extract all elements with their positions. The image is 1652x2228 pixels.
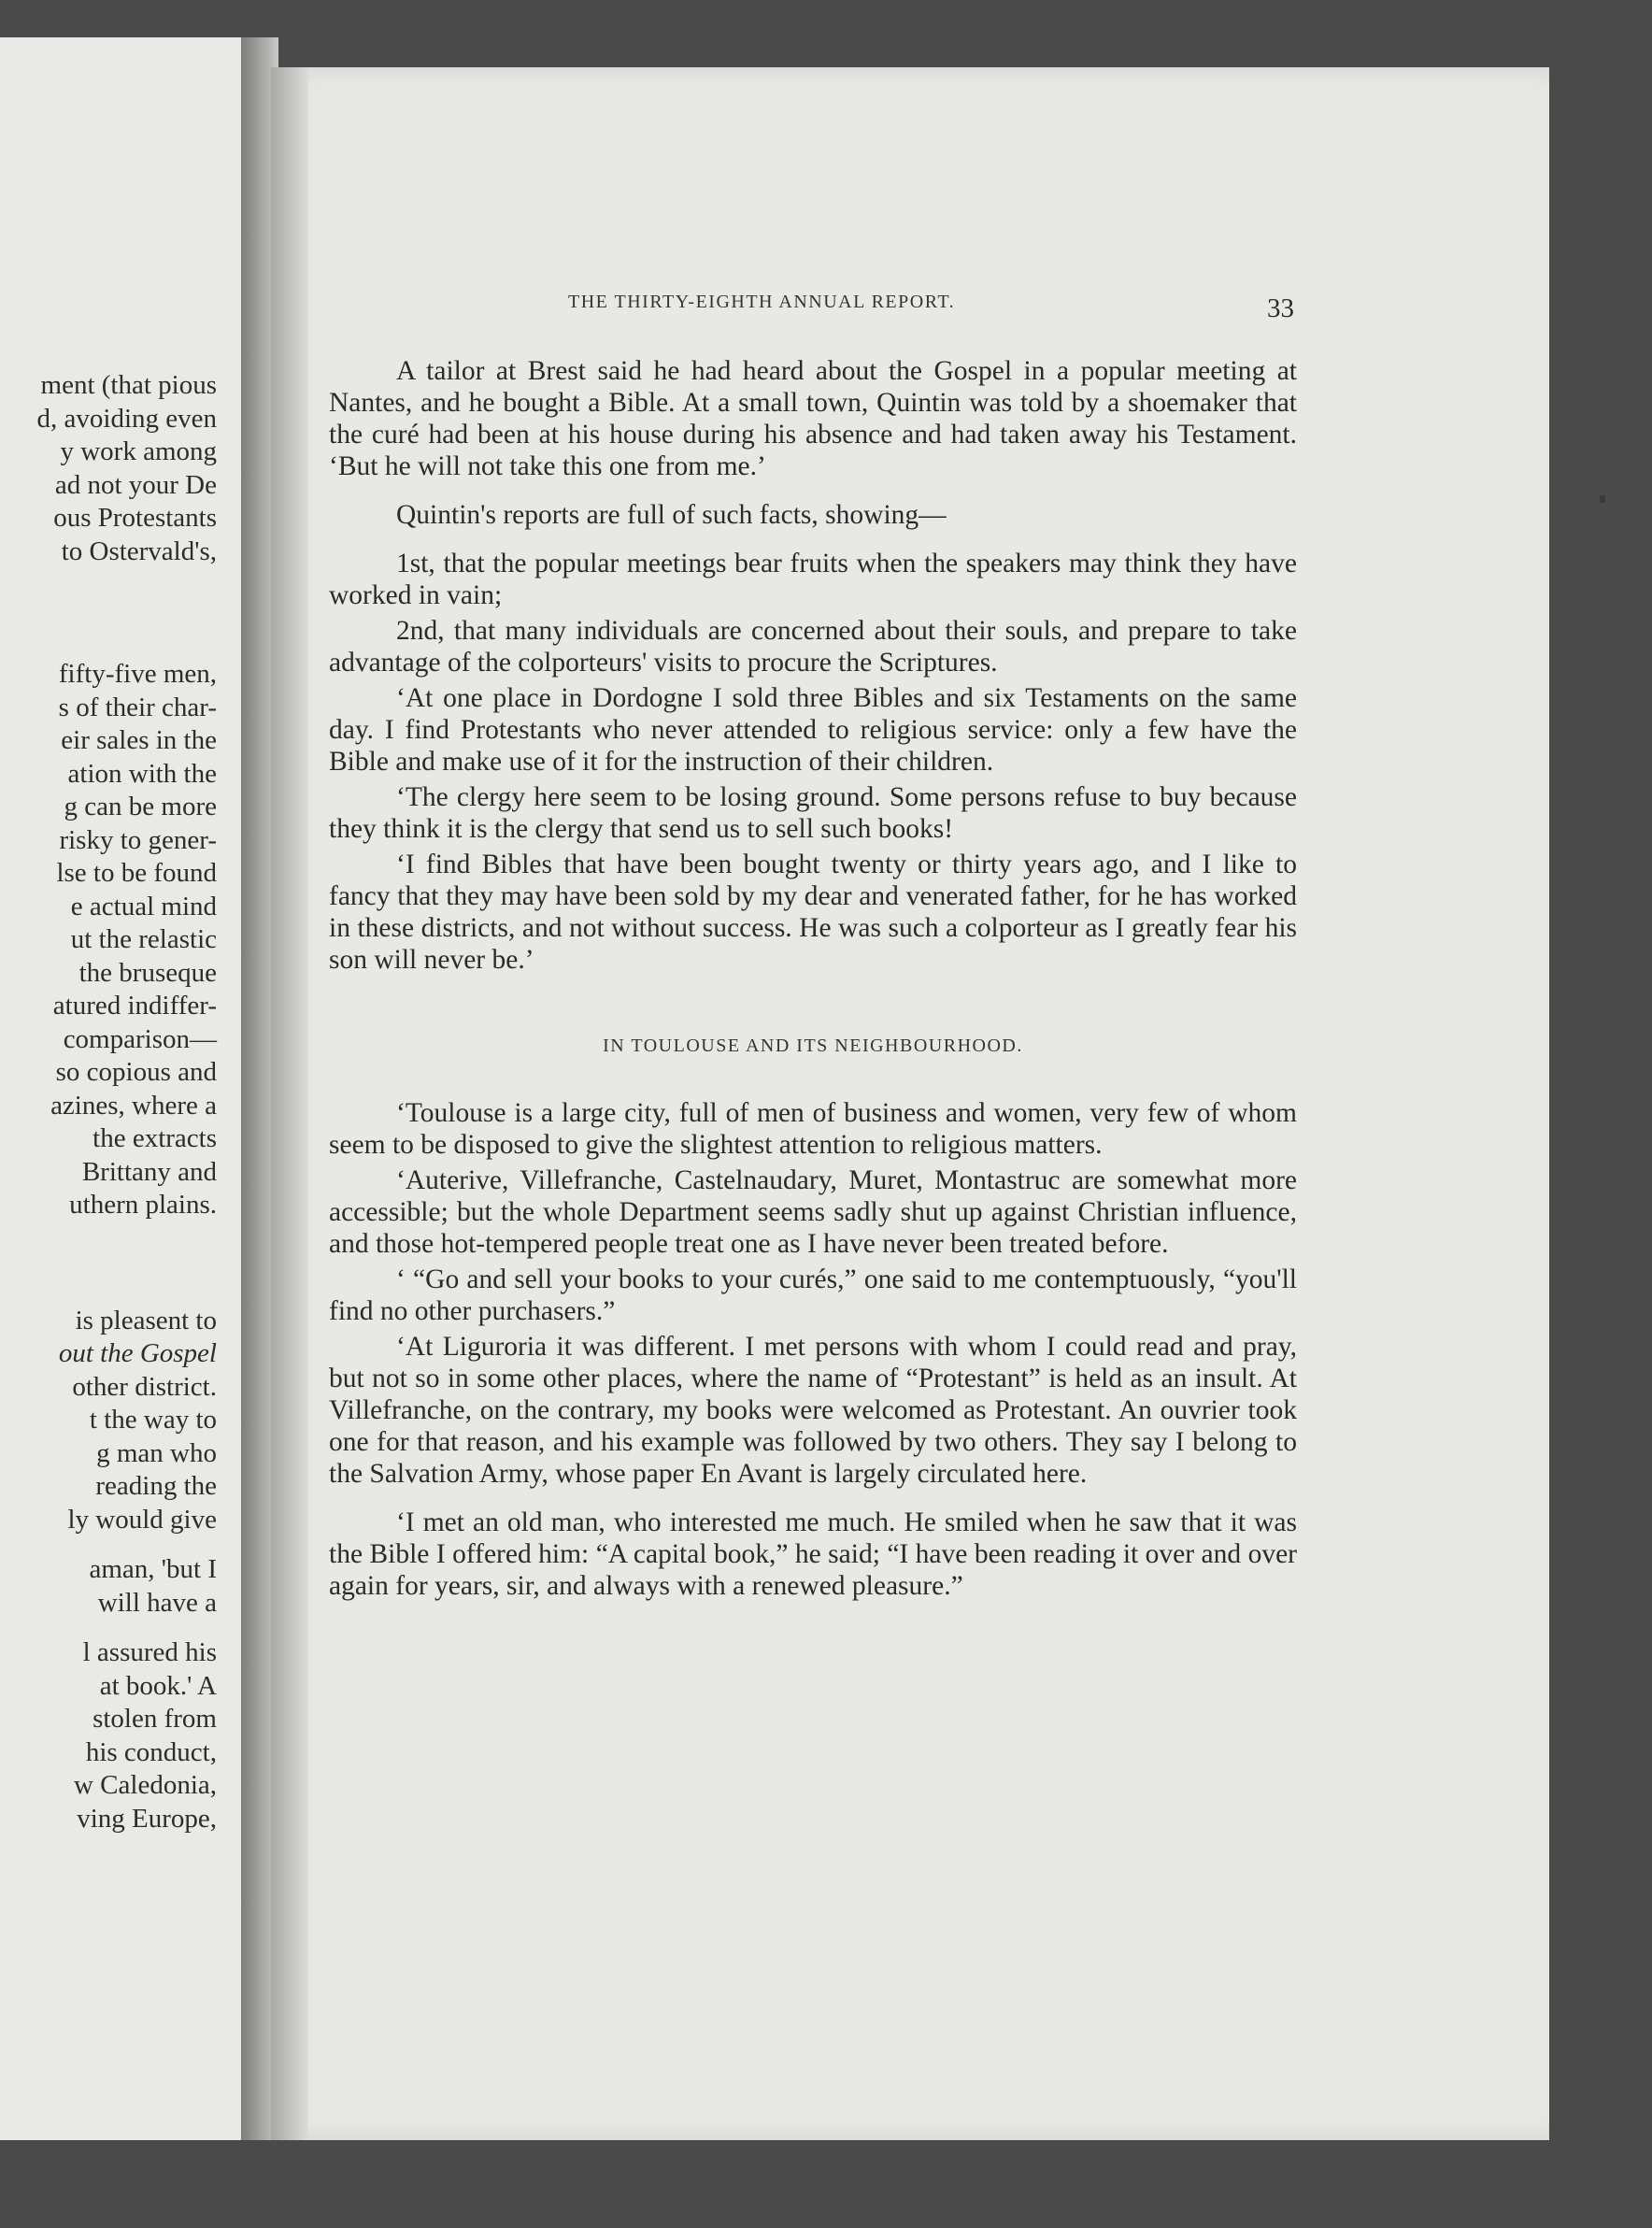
facing-line: ly would give [67,1504,217,1535]
facing-line: atured indiffer- [52,991,217,1021]
paragraph: 1st, that the popular meetings bear fruits when the speakers may think they have worked in vain; [329,549,1297,610]
paragraph: ‘Toulouse is a large city, full of men of business and women, very few of whom seem to be disposed to give the slightest attention to religious matters. [329,1098,1297,1160]
facing-line: e actual mind [70,891,217,921]
facing-block-3 [0,1305,217,1537]
section-heading: IN TOULOUSE AND ITS NEIGHBOURHOOD. [603,1035,1023,1056]
facing-page-text [0,369,217,1925]
paragraph: ‘At one place in Dordogne I sold three Bibles and six Testaments on the same day. I find Protestants who never attended to religious service: only a few have the Bible and make use of it for the instruction of their children. [329,683,1297,777]
paragraph: ‘The clergy here seem to be losing ground. Some persons refuse to buy because they think it is the clergy that send us to sell such books! [329,782,1297,844]
facing-line: reading the [95,1471,217,1501]
running-head: THE THIRTY-EIGHTH ANNUAL REPORT. [568,292,956,312]
facing-line: Brittany and [81,1156,217,1187]
paragraph: ‘I find Bibles that have been bought twenty or thirty years ago, and I like to fancy that they may have been sold by my dear and venerated father, for he has worked in these districts, and not without success. He was such a colporteur as I greatly fear his son will never be.’ [329,850,1297,975]
facing-page [0,37,245,2140]
facing-line: lse to be found [56,858,217,888]
facing-line: the bruseque [78,957,217,988]
facing-line: y work among [60,436,217,466]
paragraph: A tailor at Brest said he had heard about the Gospel in a popular meeting at Nantes, and he bought a Bible. At a small town, Quintin was told by a shoemaker that the curé had been at his house during his absence and had taken away his Testament. ‘But he will not take this one from me.’ [329,356,1297,481]
facing-line: eir sales in the [61,725,217,755]
facing-block-2 [0,658,217,1222]
facing-line: will have a [97,1587,217,1618]
facing-line: his conduct, [85,1736,217,1767]
facing-line: g can be more [64,792,217,821]
paragraph: ‘ “Go and sell your books to your curés,” one said to me contemptuously, “you'll find no other purchasers.” [329,1264,1297,1326]
facing-line: w Caledonia, [73,1770,217,1800]
facing-line: aman, 'but I [89,1554,217,1584]
facing-line: d, avoiding even [36,403,217,434]
facing-block-4 [0,1553,217,1620]
facing-line: l assured his [82,1637,217,1667]
paragraph: ‘I met an old man, who interested me much. He smiled when he saw that it was the Bible I offered him: “A capital book,” he said; “I have been reading it over and over again for years, sir, and always with a renewed pleasure.” [329,1507,1297,1601]
paragraph: Quintin's reports are full of such facts, showing— [396,500,947,530]
facing-line: stolen from [93,1704,217,1734]
facing-line: ment (that pious [40,370,217,400]
facing-line: azines, where a [50,1090,217,1121]
facing-line: fifty-five men, [58,659,217,689]
facing-line: s of their char- [58,692,217,722]
page-body [329,355,1297,1606]
facing-line: ad not your De [54,469,217,500]
paragraph: 2nd, that many individuals are concerned about their souls, and prepare to take advantage of the colporteurs' visits to procure the Scriptures. [329,616,1297,678]
facing-line: ation with the [67,758,217,789]
facing-line: t the way to [89,1405,217,1435]
facing-line: ous Protestants [53,503,217,533]
facing-line: risky to gener- [59,824,217,855]
facing-line: uthern plains. [69,1190,217,1220]
facing-block-5 [0,1636,217,1835]
facing-line: ving Europe, [77,1803,217,1834]
page-number: 33 [1267,293,1294,323]
facing-line: out the Gospel [58,1338,217,1368]
facing-line: other district. [72,1371,217,1402]
facing-line: is pleasent to [75,1305,217,1335]
facing-line: the extracts [93,1123,217,1153]
paragraph: ‘Auterive, Villefranche, Castelnaudary, Muret, Montastruc are somewhat more accessible; but the whole Department seems sadly shut up against Christian influence, and those hot-tempered people treat one as I have never been treated before. [329,1165,1297,1259]
facing-line: at book.' A [99,1670,217,1701]
facing-line: g man who [96,1437,217,1468]
paragraph: ‘At Liguroria it was different. I met persons with whom I could read and pray, but not so in some other places, where the name of “Protestant” is held as an insult. At Villefranche, on the contrary, my books were welcomed as Protestant. An ouvrier took one for that reason, and his example was followed by two others. They say I belong to the Salvation Army, whose paper En Avant is largely circulated here. [329,1332,1297,1489]
scan-speck [1600,495,1605,503]
page-gutter [271,67,308,2140]
facing-line: so copious and [55,1057,217,1087]
facing-line: to Ostervald's, [61,536,217,566]
facing-block-1 [0,369,217,568]
facing-line: comparison— [63,1023,217,1054]
facing-line: ut the relastic [70,924,217,954]
